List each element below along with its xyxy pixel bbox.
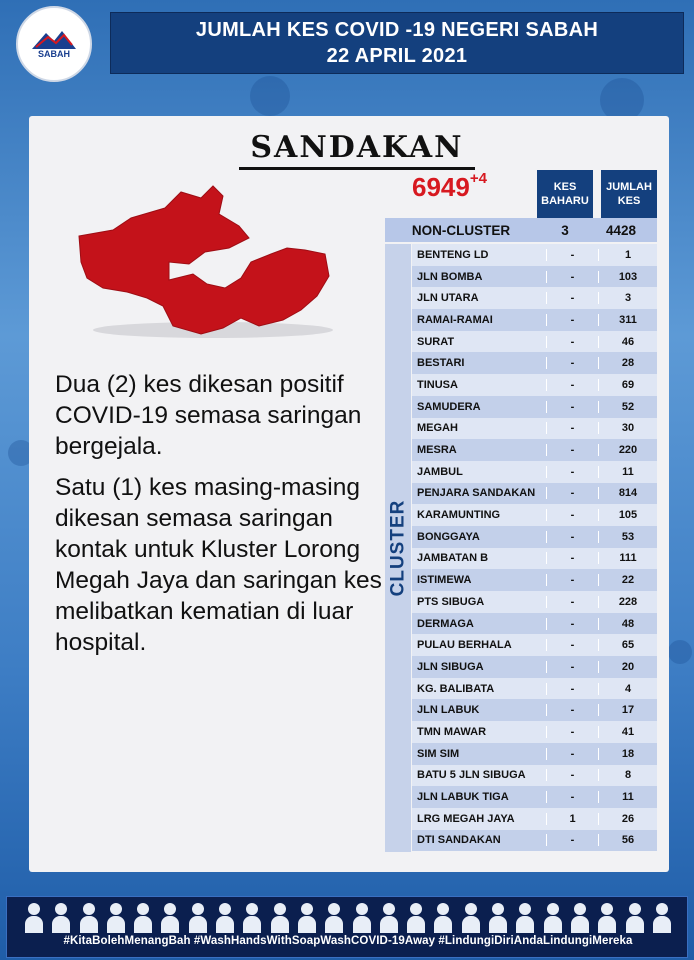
cluster-name: DERMAGA	[417, 617, 474, 630]
cluster-total-cases: 228	[598, 596, 657, 608]
non-cluster-label: NON-CLUSTER	[411, 222, 511, 238]
cluster-new-cases: -	[546, 834, 598, 846]
cluster-total-cases: 69	[598, 379, 657, 391]
cluster-name: BESTARI	[417, 357, 465, 370]
person-icon	[296, 901, 318, 933]
cluster-name: ISTIMEWA	[417, 574, 472, 587]
cluster-name: SIM SIM	[417, 747, 460, 760]
person-icon	[241, 901, 263, 933]
cluster-total-cases: 814	[598, 487, 657, 499]
table-row	[412, 765, 657, 787]
table-row	[412, 352, 657, 374]
cluster-new-cases: 1	[546, 813, 598, 825]
cluster-new-cases: -	[546, 726, 598, 738]
person-icon	[460, 901, 482, 933]
person-icon	[378, 901, 400, 933]
table-row	[412, 287, 657, 309]
cluster-total-cases: 3	[598, 292, 657, 304]
person-icon	[132, 901, 154, 933]
table-row	[412, 591, 657, 613]
cluster-new-cases: -	[546, 769, 598, 781]
person-icon	[269, 901, 291, 933]
cluster-name: KG. BALIBATA	[417, 682, 495, 695]
cluster-new-cases: -	[546, 422, 598, 434]
cluster-name: TINUSA	[417, 378, 458, 391]
table-row	[412, 244, 657, 266]
table-row	[412, 483, 657, 505]
cluster-new-cases: -	[546, 379, 598, 391]
table-row	[412, 548, 657, 570]
cluster-total-cases: 11	[598, 466, 657, 478]
cluster-name: RAMAI-RAMAI	[417, 313, 493, 326]
person-icon	[405, 901, 427, 933]
header-title: JUMLAH KES COVID -19 NEGERI SABAH	[195, 19, 599, 41]
cluster-new-cases: -	[546, 336, 598, 348]
table-row	[412, 699, 657, 721]
person-icon	[596, 901, 618, 933]
cluster-total-cases: 4	[598, 683, 657, 695]
person-icon	[23, 901, 45, 933]
table-row	[412, 569, 657, 591]
cluster-total-cases: 8	[598, 769, 657, 781]
cluster-total-cases: 30	[598, 422, 657, 434]
non-cluster-row	[385, 218, 657, 242]
cluster-name: JLN LABUK	[417, 704, 480, 717]
cluster-total-cases: 1	[598, 249, 657, 261]
non-cluster-new: 3	[561, 222, 569, 238]
cluster-total-cases: 52	[598, 401, 657, 413]
cluster-total-cases: 53	[598, 531, 657, 543]
cluster-name: SURAT	[417, 335, 455, 348]
column-header-new-cases: KES BAHARU	[537, 170, 593, 218]
district-title: SANDAKAN	[239, 130, 475, 170]
sandakan-map-icon	[73, 178, 333, 344]
cluster-name: PTS SIBUGA	[417, 595, 485, 608]
table-row	[412, 331, 657, 353]
table-row	[412, 721, 657, 743]
cluster-new-cases: -	[546, 552, 598, 564]
cluster-name: JAMBUL	[417, 465, 463, 478]
cluster-total-cases: 17	[598, 704, 657, 716]
virus-decoration	[668, 640, 692, 664]
case-description	[55, 369, 385, 668]
footer-banner	[6, 896, 688, 958]
person-icon	[651, 901, 673, 933]
cluster-new-cases: -	[546, 683, 598, 695]
cluster-name: KARAMUNTING	[417, 509, 501, 522]
cluster-total-cases: 56	[598, 834, 657, 846]
cluster-new-cases: -	[546, 249, 598, 261]
cluster-name: PULAU BERHALA	[417, 639, 512, 652]
person-icon	[624, 901, 646, 933]
person-icon	[432, 901, 454, 933]
cluster-new-cases: -	[546, 444, 598, 456]
non-cluster-total: 4428	[605, 222, 637, 238]
person-icon	[514, 901, 536, 933]
description-paragraph: Satu (1) kes masing-masing dikesan semasa saringan kontak untuk Kluster Lorong Megah Jaya dan saringan kes melibatkan kematian di luar hospital.	[55, 474, 382, 656]
cluster-name: SAMUDERA	[417, 400, 481, 413]
person-icon	[323, 901, 345, 933]
cluster-name: JAMBATAN B	[417, 552, 489, 565]
page-header	[110, 12, 684, 74]
person-icon	[105, 901, 127, 933]
cluster-total-cases: 111	[598, 552, 657, 564]
cluster-name: BATU 5 JLN SIBUGA	[417, 769, 526, 782]
cluster-name: TMN MAWAR	[417, 725, 487, 738]
table-row	[412, 678, 657, 700]
table-row	[412, 266, 657, 288]
cluster-total-cases: 18	[598, 748, 657, 760]
table-row	[412, 613, 657, 635]
cluster-new-cases: -	[546, 596, 598, 608]
cluster-new-cases: -	[546, 574, 598, 586]
table-row	[412, 830, 657, 852]
cluster-new-cases: -	[546, 618, 598, 630]
cluster-name: DTI SANDAKAN	[417, 834, 501, 847]
cluster-new-cases: -	[546, 466, 598, 478]
cluster-new-cases: -	[546, 661, 598, 673]
person-icon	[351, 901, 373, 933]
cluster-side-label	[385, 244, 411, 852]
person-icon	[187, 901, 209, 933]
person-icon	[569, 901, 591, 933]
table-row	[412, 439, 657, 461]
footer-hashtags: #KitaBolehMenangBah #WashHandsWithSoapWashCOVID-19Away #LindungiDiriAndaLindungiMereka	[63, 935, 633, 947]
cluster-total-cases: 20	[598, 661, 657, 673]
person-icon	[78, 901, 100, 933]
cluster-new-cases: -	[546, 639, 598, 651]
logo-text: SABAH	[37, 49, 70, 59]
person-icon	[487, 901, 509, 933]
table-row	[412, 526, 657, 548]
cluster-name: BENTENG LD	[417, 248, 489, 261]
virus-decoration	[250, 76, 290, 116]
cluster-total-cases: 26	[598, 813, 657, 825]
table-row	[412, 418, 657, 440]
cluster-name: MESRA	[417, 444, 457, 457]
mountain-logo-icon	[32, 29, 76, 49]
cluster-new-cases: -	[546, 314, 598, 326]
table-row	[412, 461, 657, 483]
cluster-name: JLN LABUK TIGA	[417, 791, 509, 804]
cluster-total-cases: 11	[598, 791, 657, 803]
cluster-total-cases: 311	[598, 314, 657, 326]
total-cases-value: 6949	[412, 172, 470, 202]
table-row	[412, 656, 657, 678]
table-row	[412, 374, 657, 396]
total-cases-increase: +4	[469, 170, 487, 187]
cluster-new-cases: -	[546, 401, 598, 413]
person-icon	[159, 901, 181, 933]
cluster-name: MEGAH	[417, 422, 458, 435]
cluster-total-cases: 41	[598, 726, 657, 738]
table-row	[412, 504, 657, 526]
person-icon	[214, 901, 236, 933]
cluster-total-cases: 105	[598, 509, 657, 521]
cluster-label-text: CLUSTER	[387, 499, 409, 597]
cluster-new-cases: -	[546, 292, 598, 304]
district-panel	[29, 116, 669, 872]
person-icon	[542, 901, 564, 933]
table-row	[412, 309, 657, 331]
total-cases	[412, 172, 487, 203]
cluster-total-cases: 103	[598, 271, 657, 283]
table-row	[412, 786, 657, 808]
column-header-total-cases: JUMLAH KES	[601, 170, 657, 218]
cluster-new-cases: -	[546, 531, 598, 543]
cluster-name: BONGGAYA	[417, 530, 480, 543]
header-date: 22 APRIL 2021	[326, 45, 468, 67]
table-row	[412, 808, 657, 830]
cluster-new-cases: -	[546, 509, 598, 521]
cluster-total-cases: 65	[598, 639, 657, 651]
cluster-name: LRG MEGAH JAYA	[417, 812, 515, 825]
cluster-new-cases: -	[546, 271, 598, 283]
table-row	[412, 743, 657, 765]
cluster-new-cases: -	[546, 748, 598, 760]
cluster-name: JLN SIBUGA	[417, 660, 484, 673]
cluster-total-cases: 220	[598, 444, 657, 456]
cluster-new-cases: -	[546, 487, 598, 499]
cluster-name: JLN BOMBA	[417, 270, 483, 283]
cluster-total-cases: 22	[598, 574, 657, 586]
description-paragraph: Dua (2) kes dikesan positif COVID-19 semasa saringan bergejala.	[55, 371, 362, 460]
cluster-total-cases: 28	[598, 357, 657, 369]
cluster-new-cases: -	[546, 704, 598, 716]
table-row	[412, 634, 657, 656]
cluster-table	[412, 244, 657, 851]
person-icon	[50, 901, 72, 933]
cluster-name: PENJARA SANDAKAN	[417, 487, 536, 500]
cluster-new-cases: -	[546, 791, 598, 803]
cluster-name: JLN UTARA	[417, 292, 479, 305]
cluster-total-cases: 46	[598, 336, 657, 348]
sabah-logo	[16, 6, 92, 82]
frontliner-figures	[23, 901, 673, 933]
cluster-total-cases: 48	[598, 618, 657, 630]
table-row	[412, 396, 657, 418]
cluster-new-cases: -	[546, 357, 598, 369]
